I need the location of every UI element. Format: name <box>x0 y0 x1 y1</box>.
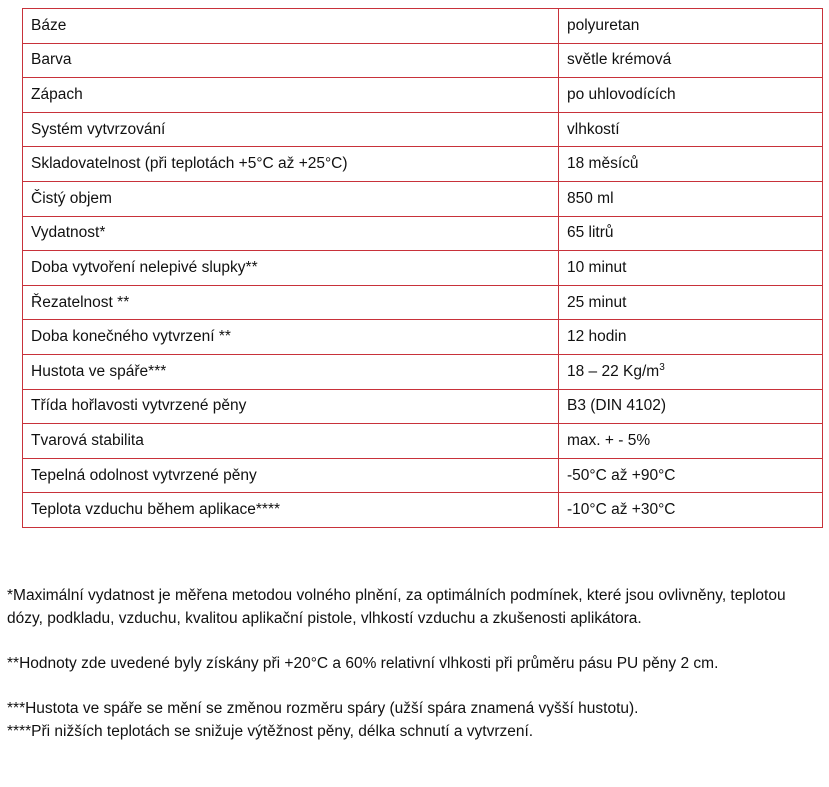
row-label: Třída hořlavosti vytvrzené pěny <box>23 389 559 424</box>
row-label: Tvarová stabilita <box>23 424 559 459</box>
table-row <box>23 251 823 286</box>
row-label: Doba vytvoření nelepivé slupky** <box>23 251 559 286</box>
spec-table <box>22 8 823 528</box>
superscript: 3 <box>659 361 665 373</box>
row-value: po uhlovodících <box>559 78 823 113</box>
table-row <box>23 285 823 320</box>
row-label: Čistý objem <box>23 181 559 216</box>
row-label: Skladovatelnost (při teplotách +5°C až +25°C) <box>23 147 559 182</box>
row-value: 25 minut <box>559 285 823 320</box>
row-value: polyuretan <box>559 9 823 44</box>
table-row <box>23 424 823 459</box>
table-row <box>23 78 823 113</box>
row-label: Řezatelnost ** <box>23 285 559 320</box>
row-value: 850 ml <box>559 181 823 216</box>
row-value: 18 měsíců <box>559 147 823 182</box>
row-value <box>559 354 823 389</box>
table-row <box>23 43 823 78</box>
row-label: Vydatnost* <box>23 216 559 251</box>
row-value: 10 minut <box>559 251 823 286</box>
row-label: Teplota vzduchu během aplikace**** <box>23 493 559 528</box>
footnote-2: **Hodnoty zde uvedené byly získány při +20°C a 60% relativní vlhkosti při průměru pásu PU pěny 2 cm. <box>7 655 719 672</box>
table-row <box>23 216 823 251</box>
table-row <box>23 112 823 147</box>
row-label: Doba konečného vytvrzení ** <box>23 320 559 355</box>
table-row <box>23 147 823 182</box>
table-row <box>23 493 823 528</box>
row-value: -10°C až +30°C <box>559 493 823 528</box>
row-value: max. + - 5% <box>559 424 823 459</box>
table-row <box>23 458 823 493</box>
row-value: vlhkostí <box>559 112 823 147</box>
row-value: B3 (DIN 4102) <box>559 389 823 424</box>
row-value: 65 litrů <box>559 216 823 251</box>
row-label: Systém vytvrzování <box>23 112 559 147</box>
row-label: Tepelná odolnost vytvrzené pěny <box>23 458 559 493</box>
footnote-1: *Maximální vydatnost je měřena metodou volného plnění, za optimálních podmínek, které jsou ovlivněny, teplotou dózy, podkladu, vzduchu, kvalitou aplikační pistole, vlhkostí vzduchu a zkušenosti aplikátora. <box>7 587 786 627</box>
row-value: světle krémová <box>559 43 823 78</box>
table-row <box>23 389 823 424</box>
table-row <box>23 9 823 44</box>
table-row <box>23 181 823 216</box>
row-value: -50°C až +90°C <box>559 458 823 493</box>
row-label: Hustota ve spáře*** <box>23 354 559 389</box>
footnotes <box>7 584 825 743</box>
row-value: 12 hodin <box>559 320 823 355</box>
footnote-3: ***Hustota ve spáře se mění se změnou rozměru spáry (užší spára znamená vyšší hustotu). <box>7 700 639 717</box>
row-value-text: 18 – 22 Kg/m <box>567 362 660 380</box>
row-label: Báze <box>23 9 559 44</box>
footnote-4: ****Při nižších teplotách se snižuje výtěžnost pěny, délka schnutí a vytvrzení. <box>7 723 534 740</box>
row-label: Zápach <box>23 78 559 113</box>
table-row <box>23 354 823 389</box>
row-label: Barva <box>23 43 559 78</box>
table-row <box>23 320 823 355</box>
